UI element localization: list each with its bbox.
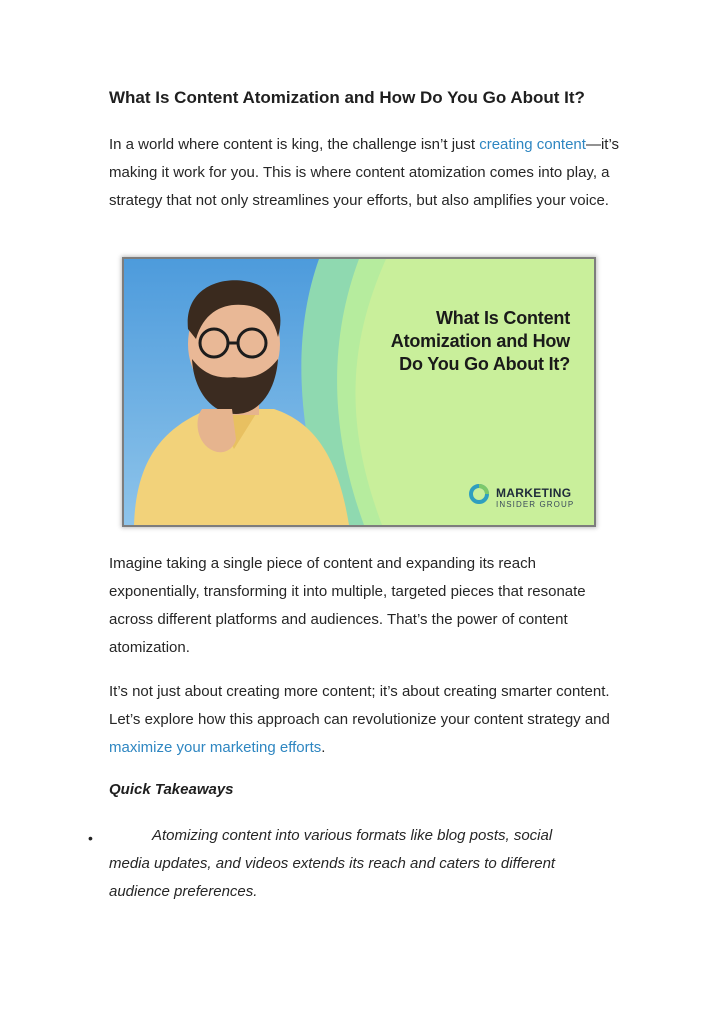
ring-logo-icon <box>468 483 490 505</box>
quick-takeaways-heading: Quick Takeaways <box>109 781 234 798</box>
intro-text-before-link: In a world where content is king, the challenge isn’t just <box>109 136 480 153</box>
creating-content-link[interactable]: creating content <box>479 136 586 153</box>
paragraph-text-before-link: It’s not just about creating more content; it’s about creating smarter content. Let’s explore how this approach can revolutionize your content strategy and <box>109 683 610 728</box>
brand-name: MARKETING <box>496 486 572 500</box>
intro-text-after-link: —it’s making it work for you. This is where content atomization comes into play, a strategy that not only streamlines your efforts, but also amplifies your voice. <box>109 136 620 209</box>
maximize-marketing-link[interactable]: maximize your marketing efforts <box>109 739 322 756</box>
intro-paragraph <box>109 131 619 215</box>
body-paragraph: Imagine taking a single piece of content and expanding its reach exponentially, transforming it into multiple, targeted pieces that resonate across different platforms and audiences. That’s the power of content atomization. <box>109 555 586 656</box>
featured-image <box>124 259 594 525</box>
paragraph-text-after-link: . <box>321 739 326 756</box>
bullet-icon: • <box>88 830 93 846</box>
article-title: What Is Content Atomization and How Do You Go About It? <box>109 88 585 107</box>
takeaway-item: Atomizing content into various formats like blog posts, social media updates, and videos extends its reach and caters to different audience preferences. <box>109 827 556 900</box>
brand-subtitle: INSIDER GROUP <box>496 500 575 509</box>
featured-image-headline: What Is Content Atomization and How Do You Go About It? <box>390 308 570 374</box>
body-paragraph-with-link <box>109 678 619 762</box>
